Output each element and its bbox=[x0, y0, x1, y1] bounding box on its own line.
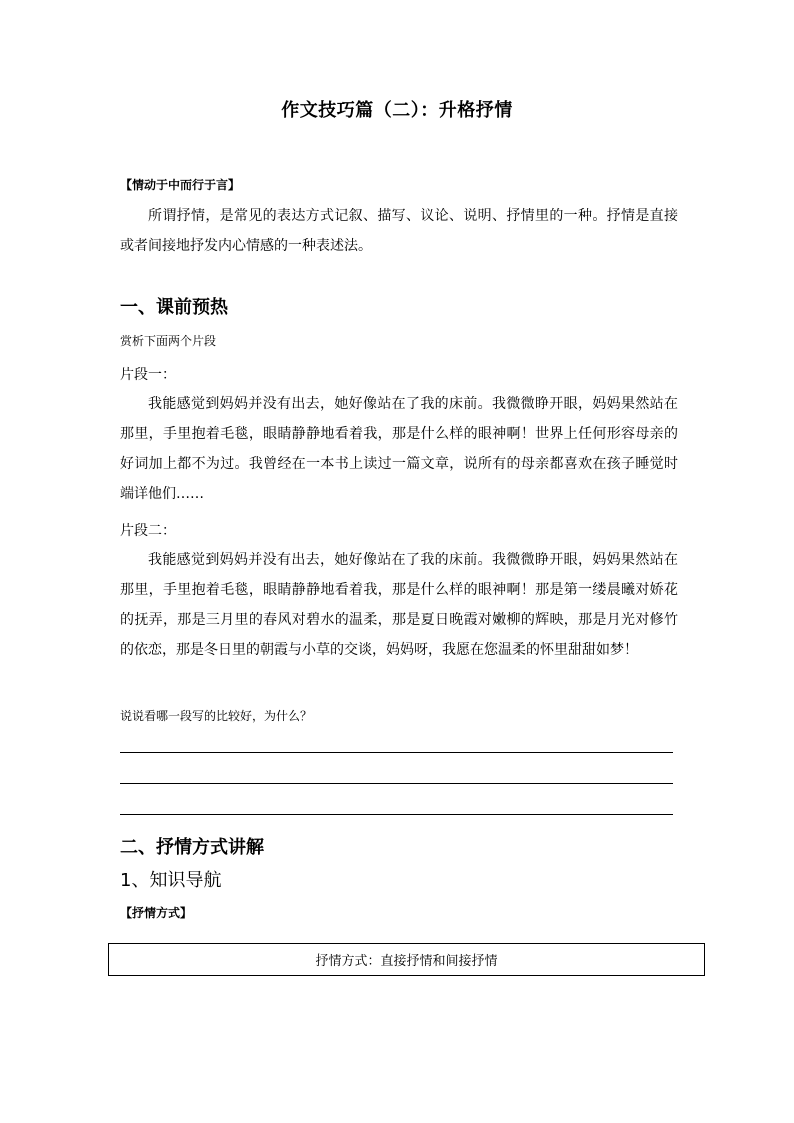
section-heading-methods: 二、抒情方式讲解 bbox=[120, 837, 264, 858]
answer-line bbox=[120, 814, 673, 815]
fragment-1-label: 片段一： bbox=[120, 367, 176, 383]
fragment-1-text: 我能感觉到妈妈并没有出去，她好像站在了我的床前。我微微睁开眼，妈妈果然站在那里，手里抱着毛毯，眼睛静静地看着我，那是什么样的眼神啊！世界上任何形容母亲的好词加上都不为过。我曾经在一本书上读过一篇文章，说所有的母亲都喜欢在孩子睡觉时端详他们…… bbox=[120, 396, 678, 502]
answer-line bbox=[120, 783, 673, 784]
discussion-question: 说说看哪一段写的比较好，为什么？ bbox=[120, 709, 313, 723]
answer-line bbox=[120, 752, 673, 753]
fragment-2-label: 片段二： bbox=[120, 523, 176, 539]
section-heading-warmup: 一、课前预热 bbox=[120, 297, 228, 318]
methods-box-text: 抒情方式：直接抒情和间接抒情 bbox=[315, 954, 498, 969]
section-tag-methods: 【抒情方式】 bbox=[120, 906, 193, 920]
methods-box bbox=[108, 943, 705, 976]
appreciate-instruction: 赏析下面两个片段 bbox=[120, 334, 217, 348]
section-tag-emotion: 【情动于中而行于言】 bbox=[120, 178, 241, 192]
page-title: 作文技巧篇（二）：升格抒情 bbox=[281, 100, 513, 121]
subheading-knowledge-nav: 1、知识导航 bbox=[120, 870, 222, 891]
fragment-2-text: 我能感觉到妈妈并没有出去，她好像站在了我的床前。我微微睁开眼，妈妈果然站在那里，手里抱着毛毯，眼睛静静地看着我，那是什么样的眼神啊！那是第一缕晨曦对娇花的抚弄，那是三月里的春风对碧水的温柔，那是夏日晚霞对嫩柳的辉映，那是月光对修竹的依恋，那是冬日里的朝霞与小草的交谈，妈妈呀，我愿在您温柔的怀里甜甜如梦！ bbox=[120, 552, 678, 658]
intro-paragraph: 所谓抒情，是常见的表达方式记叙、描写、议论、说明、抒情里的一种。抒情是直接或者间接地抒发内心情感的一种表述法。 bbox=[120, 208, 678, 254]
